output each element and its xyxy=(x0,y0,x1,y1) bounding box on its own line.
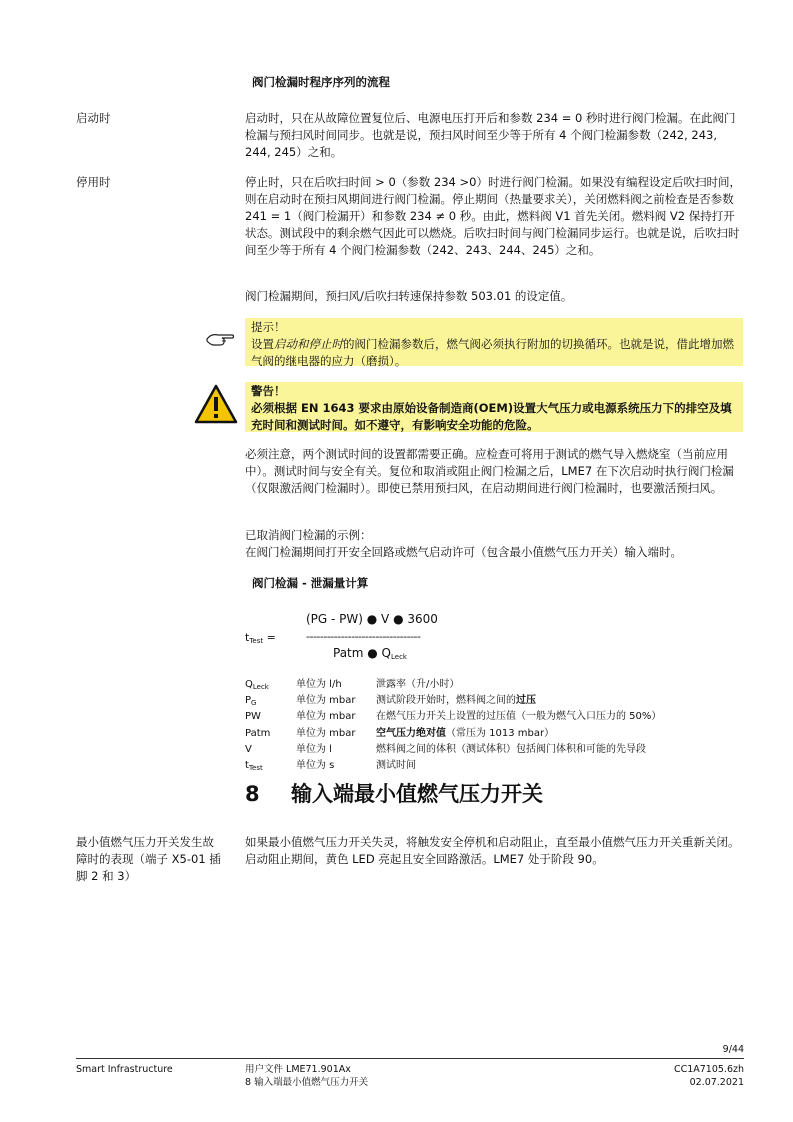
symbol-description xyxy=(376,742,745,758)
symbol-char: V xyxy=(245,743,252,755)
formula-divider: --------------------------------- xyxy=(306,630,421,643)
startup-label: 启动时 xyxy=(76,111,111,125)
symbol-char: P xyxy=(245,695,252,707)
formula-denominator xyxy=(333,645,407,664)
symbol-description xyxy=(376,677,745,693)
hint-text-emphasis: 启动和停止时 xyxy=(274,337,343,351)
symbol-unit: 单位为 l/h xyxy=(296,679,342,690)
formula-lhs xyxy=(245,629,276,648)
symbol-description-text: 测试时间 xyxy=(376,760,416,772)
symbol-description xyxy=(376,693,745,709)
symbol-subscript: Test xyxy=(248,764,263,773)
shutdown-label: 停用时 xyxy=(76,175,111,189)
symbol-char: t xyxy=(245,760,249,772)
hint-text-post: 的阀门检漏参数后，燃气阀必须执行附加的切换循环。也就是说，借此增加燃气阀的继电器的应力（磨损）。 xyxy=(251,337,734,368)
hint-title: 提示！ xyxy=(251,320,286,334)
symbol-unit: 单位为 s xyxy=(296,760,335,772)
footer-rule xyxy=(76,1058,744,1059)
warning-callout xyxy=(245,382,743,432)
symbol-char: Q xyxy=(245,679,253,690)
hint-callout xyxy=(245,318,743,366)
formula-lhs-subscript: Test xyxy=(249,637,264,645)
symbol-subscript: G xyxy=(251,699,257,708)
symbol-description-text: 燃料阀之间的体积（测试体积）包括阀门体积和可能的先导段 xyxy=(376,743,646,755)
chapter-number: 8 xyxy=(245,782,260,806)
symbol-char: Patm xyxy=(245,727,271,739)
symbol-description-text: 在燃气压力开关上设置的过压值（一般为燃气入口压力的 50%） xyxy=(376,711,662,723)
failure-text: 如果最小值燃气压力开关失灵，将触发安全停机和启动阻止，直至最小值燃气压力开关重新关闭。启动阻止期间，黄色 LED 亮起且安全回路激活。LME7 处于阶段 90。 xyxy=(245,835,740,866)
symbol-description xyxy=(376,709,745,725)
symbol-row xyxy=(245,677,745,693)
symbol-row xyxy=(245,709,745,725)
section-title: 阀门检漏时程序序列的流程 xyxy=(252,75,390,89)
symbol-row xyxy=(245,758,745,774)
warning-text: 必须根据 EN 1643 要求由原始设备制造商(OEM)设置大气压力或电源系统压力下的排空及填充时间和测试时间。如不遵守，有影响安全功能的危险。 xyxy=(251,401,732,432)
hint-text-pre: 设置 xyxy=(251,337,274,351)
symbol-description xyxy=(376,726,745,742)
symbol-name xyxy=(245,758,296,774)
chapter-title: 输入端最小值燃气压力开关 xyxy=(291,782,543,806)
symbol-row xyxy=(245,693,745,709)
formula-lhs-symbol: t xyxy=(245,631,250,644)
footer-doc-title: 用户文件 LME71.901Ax xyxy=(245,1064,351,1075)
symbol-name xyxy=(245,677,296,693)
formula-numerator: (PG - PW) ● V ● 3600 xyxy=(306,612,438,626)
symbol-description-text: 测试阶段开始时，燃料阀之间的 xyxy=(376,695,516,707)
symbol-table xyxy=(245,677,745,774)
symbol-char: PW xyxy=(245,711,261,723)
shutdown-text: 停止时，只在后吹扫时间 > 0（参数 234 >0）时进行阀门检漏。如果没有编程设定后吹扫时间，则在启动时在预扫风期间进行阀门检漏。停止期间（热量要求关），关闭燃料阀之前检查是否参数 241 = 1（阀门检漏开）和参数 234 ≠ 0 秒。由此，燃料阀 V1 首先关闭。燃料阀 V2 保持打开状态。测试段中的剩余燃气因此可以燃烧。后吹扫时间与阀门检漏同步运行。也就是说，后吹扫时间至少等于所有 4 个阀门检漏参数（242、243、244、245）之和。 xyxy=(245,175,741,257)
shutdown-text-2: 阀门检漏期间，预扫风/后吹扫转速保持参数 503.01 的设定值。 xyxy=(245,289,573,303)
example-line-2: 在阀门检漏期间打开安全回路或燃气启动许可（包含最小值燃气压力开关）输入端时。 xyxy=(245,545,682,559)
footer-doc-code: CC1A7105.6zh xyxy=(673,1064,744,1075)
symbol-name xyxy=(245,742,296,758)
symbol-name xyxy=(245,726,296,742)
symbol-subscript: Leck xyxy=(252,683,269,691)
symbol-name xyxy=(245,693,296,709)
hint-text xyxy=(251,336,737,370)
symbol-unit: 单位为 mbar xyxy=(296,727,356,739)
formula-denominator-subscript: Leck xyxy=(391,653,407,661)
symbol-unit: 单位为 mbar xyxy=(296,695,356,707)
symbol-unit: 单位为 l xyxy=(296,743,332,755)
note-paragraph: 必须注意，两个测试时间的设置都需要正确。应检查可将用于测试的燃气导入燃烧室（当前应用中）。测试时间与安全有关。复位和取消或阻止阀门检漏之后，LME7 在下次启动时执行阀门检漏（仅限激活阀门检漏时）。即使已禁用预扫风，在启动期间进行阀门检漏时，也要激活预扫风。 xyxy=(245,447,734,495)
formula-denominator-text: Patm ● Q xyxy=(333,646,391,660)
pointing-hand-icon xyxy=(206,330,236,348)
symbol-name xyxy=(245,709,296,725)
symbol-unit: 单位为 mbar xyxy=(296,711,356,723)
symbol-description-bold: 空气压力绝对值 xyxy=(376,727,446,739)
example-line-1: 已取消阀门检漏的示例： xyxy=(245,528,372,542)
symbol-description-text: （常压为 1013 mbar） xyxy=(446,727,555,739)
symbol-description-text: 泄露率（升/小时） xyxy=(376,679,460,690)
failure-label: 最小值燃气压力开关发生故障时的表现（端子 X5-01 插脚 2 和 3） xyxy=(76,835,221,883)
formula-equals: = xyxy=(263,631,276,644)
symbol-row xyxy=(245,726,745,742)
symbol-row xyxy=(245,742,745,758)
warning-triangle-icon xyxy=(194,384,238,424)
page-number: 9/44 xyxy=(722,1044,744,1055)
footer-doc-section: 8 输入端最小值燃气压力开关 xyxy=(245,1077,369,1088)
footer-company: Smart Infrastructure xyxy=(76,1064,173,1075)
symbol-description-bold: 过压 xyxy=(516,695,536,707)
symbol-description xyxy=(376,758,745,774)
warning-title: 警告！ xyxy=(251,384,286,398)
footer-date: 02.07.2021 xyxy=(689,1077,744,1088)
startup-text: 启动时，只在从故障位置复位后、电源电压打开后和参数 234 = 0 秒时进行阀门检漏。在此阀门检漏与预扫风时间同步。也就是说，预扫风时间至少等于所有 4 个阀门检漏参数（242, 243, 244, 245）之和。 xyxy=(245,111,736,159)
calc-title: 阀门检漏 - 泄漏量计算 xyxy=(252,576,369,590)
